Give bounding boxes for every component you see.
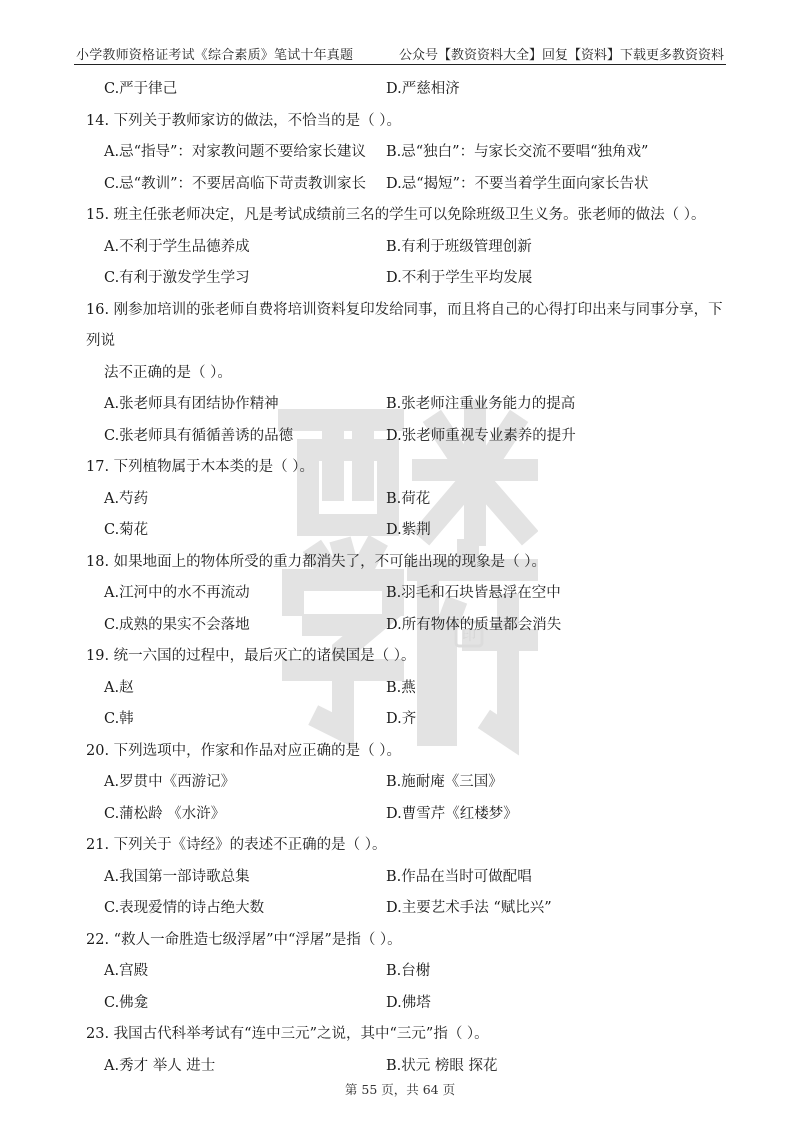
option-c: C.严于律己 bbox=[104, 81, 178, 97]
option-a: A.罗贯中《西游记》 bbox=[104, 774, 236, 790]
option-b: B.有利于班级管理创新 bbox=[386, 238, 532, 255]
question-stem-continued: 法不正确的是（ ）。 bbox=[104, 364, 232, 381]
option-c: C.菊花 bbox=[104, 522, 149, 538]
question-options bbox=[86, 578, 736, 641]
question-options bbox=[86, 767, 736, 830]
question-item bbox=[86, 547, 736, 642]
option-c: C.忌“教训”：不要居高临下苛责教训家长 bbox=[104, 175, 367, 192]
option-a: A.芍药 bbox=[104, 490, 149, 507]
option-b: B.羽毛和石块皆悬浮在空中 bbox=[386, 585, 561, 601]
question-options bbox=[86, 1051, 736, 1083]
option-b: B.燕 bbox=[386, 679, 416, 696]
question-stem: 19. 统一六国的过程中，最后灭亡的诸侯国是（ ）。 bbox=[86, 648, 416, 664]
question-content bbox=[86, 74, 736, 1082]
option-c: C.佛龛 bbox=[104, 994, 149, 1011]
question-stem: 22. “救人一命胜造七级浮屠”中“浮屠”是指（ ）。 bbox=[86, 931, 402, 948]
option-a: A.忌“指导”：对家教问题不要给家长建议 bbox=[104, 144, 366, 160]
option-b: B.台榭 bbox=[386, 963, 431, 979]
question-item bbox=[86, 736, 736, 831]
option-a: A.不利于学生品德养成 bbox=[104, 238, 250, 255]
option-c: C.张老师具有循循善诱的品德 bbox=[104, 427, 294, 444]
option-d: D.不利于学生平均发展 bbox=[386, 270, 533, 286]
question-item bbox=[86, 830, 736, 925]
option-d: D.紫荆 bbox=[386, 522, 431, 538]
option-a: A.张老师具有团结协作精神 bbox=[104, 396, 279, 412]
question-options bbox=[86, 232, 736, 295]
option-a: A.我国第一部诗歌总集 bbox=[104, 868, 250, 885]
option-b: B.张老师注重业务能力的提高 bbox=[386, 396, 576, 412]
question-item bbox=[86, 106, 736, 201]
question-item bbox=[86, 452, 736, 547]
question-item bbox=[86, 295, 736, 453]
option-a: A.秀才 举人 进士 bbox=[104, 1057, 216, 1074]
question-stem: 17. 下列植物属于木本类的是（ ）。 bbox=[86, 459, 315, 475]
option-c: C.有利于激发学生学习 bbox=[104, 270, 250, 286]
option-c: C.成熟的果实不会落地 bbox=[104, 616, 250, 633]
option-d: D.主要艺术手法 “赋比兴” bbox=[386, 900, 552, 916]
question-options bbox=[86, 484, 736, 547]
question-stem: 18. 如果地面上的物体所受的重力都消失了，不可能出现的现象是（ ）。 bbox=[86, 553, 547, 570]
page-header bbox=[74, 38, 726, 65]
question-options bbox=[86, 137, 736, 200]
question-item bbox=[86, 1019, 736, 1082]
question-stem: 15. 班主任张老师决定，凡是考试成绩前三名的学生可以免除班级卫生义务。张老师的做法（ ）。 bbox=[86, 207, 706, 223]
option-a: A.江河中的水不再流动 bbox=[104, 585, 250, 601]
option-b: B.施耐庵《三国》 bbox=[386, 774, 503, 790]
option-c: C.蒲松龄 《水浒》 bbox=[104, 805, 226, 822]
watermark-stamp-text: 印 bbox=[462, 628, 476, 644]
prev-question-options bbox=[86, 74, 736, 106]
header-left-title: 小学教师资格证考试《综合素质》笔试十年真题 bbox=[76, 48, 354, 63]
question-stem: 21. 下列关于《诗经》的表述不正确的是（ ）。 bbox=[86, 837, 387, 853]
option-d: D.严慈相济 bbox=[386, 81, 460, 97]
question-options bbox=[86, 673, 736, 736]
question-stem: 14. 下列关于教师家访的做法，不恰当的是（ ）。 bbox=[86, 112, 402, 129]
question-item bbox=[86, 641, 736, 736]
question-options bbox=[86, 862, 736, 925]
option-c: C.韩 bbox=[104, 711, 134, 727]
question-stem: 23. 我国古代科举考试有“连中三元”之说，其中“三元”指（ ）。 bbox=[86, 1026, 489, 1042]
option-d: D.所有物体的质量都会消失 bbox=[386, 616, 562, 633]
question-options bbox=[86, 389, 736, 452]
option-d: D.忌“揭短”：不要当着学生面向家长告状 bbox=[386, 175, 649, 192]
option-a: A.宫殿 bbox=[104, 963, 149, 979]
option-d: D.佛塔 bbox=[386, 994, 431, 1011]
option-d: D.张老师重视专业素养的提升 bbox=[386, 427, 576, 444]
question-item bbox=[86, 925, 736, 1020]
option-a: A.赵 bbox=[104, 679, 134, 696]
question-list bbox=[86, 106, 736, 1083]
option-d: D.曹雪芹《红楼梦》 bbox=[386, 805, 518, 822]
option-b: B.荷花 bbox=[386, 490, 431, 507]
question-stem: 16. 刚参加培训的张老师自费将培训资料复印发给同事，而且将自己的心得打印出来与同事分享，下列说 bbox=[86, 301, 723, 349]
question-stem: 20. 下列选项中，作家和作品对应正确的是（ ）。 bbox=[86, 742, 402, 759]
page-footer: 第 55 页，共 64 页 bbox=[344, 1082, 456, 1097]
option-b: B.忌“独白”：与家长交流不要唱“独角戏” bbox=[386, 144, 649, 160]
option-c: C.表现爱情的诗占绝大数 bbox=[104, 900, 265, 916]
question-item bbox=[86, 200, 736, 295]
option-d: D.齐 bbox=[386, 711, 417, 727]
question-options bbox=[86, 956, 736, 1019]
option-b: B.状元 榜眼 探花 bbox=[386, 1057, 498, 1074]
option-b: B.作品在当时可做配唱 bbox=[386, 868, 532, 885]
header-right-note: 公众号【教资资料大全】回复【资料】下载更多教资资料 bbox=[398, 48, 724, 63]
